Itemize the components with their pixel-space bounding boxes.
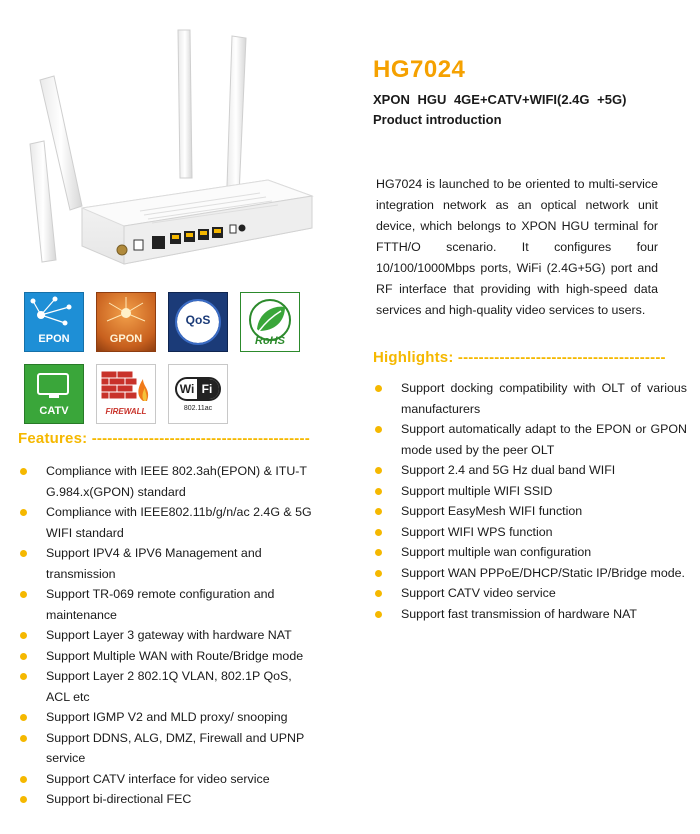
bullet-icon (375, 549, 382, 556)
bullet-icon (375, 426, 382, 433)
highlights-item-text: Support EasyMesh WIFI function (401, 504, 583, 518)
features-heading-rule: ------------------------------------------ (87, 430, 310, 447)
bullet-icon (375, 488, 382, 495)
highlights-item-text: Support multiple wan configuration (401, 545, 592, 559)
bullet-icon (375, 590, 382, 597)
features-item (18, 502, 318, 543)
bullet-icon (20, 632, 27, 639)
highlights-item-text: Support automatically adapt to the EPON or GPON mode used by the peer OLT (401, 422, 687, 457)
features-item (18, 461, 318, 502)
features-item (18, 666, 318, 707)
bullet-icon (20, 796, 27, 803)
features-item-text: Compliance with IEEE 802.3ah(EPON) & ITU-T G.984.x(GPON) standard (46, 464, 307, 499)
bullet-icon (375, 467, 382, 474)
highlights-item (373, 522, 687, 543)
features-item-text: Support bi-directional FEC (46, 792, 192, 806)
features-item (18, 625, 318, 646)
features-item (18, 769, 318, 790)
features-item-text: Support CATV interface for video service (46, 771, 270, 786)
rohs-icon (240, 292, 300, 352)
bullet-icon (20, 735, 27, 742)
features-item (18, 584, 318, 625)
bullet-icon (375, 508, 382, 515)
rohs-label: RoHS (255, 335, 285, 347)
features-heading (18, 430, 310, 447)
highlights-item-text: Support WIFI WPS function (401, 524, 553, 539)
features-item-text: Support Multiple WAN with Route/Bridge mode (46, 648, 304, 663)
qos-icon (168, 292, 228, 352)
features-item (18, 543, 318, 584)
bullet-icon (20, 509, 27, 516)
highlights-item (373, 481, 687, 502)
firewall-label: FIREWALL (105, 407, 147, 416)
features-item (18, 789, 318, 810)
highlights-item (373, 604, 687, 625)
highlights-item (373, 563, 687, 584)
features-item-text: Support TR-069 remote configuration and maintenance (46, 587, 275, 622)
gpon-icon (96, 292, 156, 352)
bullet-icon (20, 714, 27, 721)
highlights-item-text: Support 2.4 and 5G Hz dual band WIFI (401, 463, 616, 477)
qos-label: QoS (185, 313, 211, 327)
router-product-image (20, 28, 320, 280)
catv-icon (24, 364, 84, 424)
features-list (18, 461, 318, 810)
highlights-item (373, 542, 687, 563)
antenna-right-back (178, 30, 192, 178)
bullet-icon (20, 591, 27, 598)
highlights-item (373, 583, 687, 604)
features-item-text: Support Layer 3 gateway with hardware NAT (46, 628, 292, 642)
features-heading-text: Features: (18, 430, 88, 447)
features-item-text: Support IGMP V2 and MLD proxy/ snooping (46, 710, 288, 724)
highlights-item-text: Support multiple WIFI SSID (401, 483, 553, 498)
highlights-heading-rule: ---------------------------------------- (453, 349, 666, 366)
highlights-item (373, 501, 687, 522)
wifi-standard-label: 802.11ac (183, 405, 213, 412)
features-item-text: Compliance with IEEE802.11b/g/n/ac 2.4G & 5G WIFI standard (46, 505, 312, 540)
highlights-item-text: Support fast transmission of hardware NAT (401, 606, 637, 621)
epon-icon (24, 292, 84, 352)
bullet-icon (20, 468, 27, 475)
product-intro-paragraph: HG7024 is launched to be oriented to multi-service integration network as an optical network unit device, which belongs to XPON HGU terminal for FTTH/O scenario. It configures four 10/100/1000Mbps ports, WiFi (2.4G+5G) port and RF interface that providing with high-speed data services and high-quality video services to users. (376, 177, 658, 317)
gpon-label: GPON (109, 333, 143, 345)
features-item (18, 728, 318, 769)
highlights-heading-text: Highlights: (373, 349, 454, 366)
highlights-list (373, 378, 687, 624)
features-item-text: Support IPV4 & IPV6 Management and transmission (46, 546, 262, 581)
wifi-icon: Wi Fi 802.11ac (168, 364, 228, 424)
features-item (18, 707, 318, 728)
product-title: HG7024 (373, 56, 466, 83)
bullet-icon (375, 385, 382, 392)
bullet-icon (20, 673, 27, 680)
bullet-icon (20, 550, 27, 557)
features-item-text: Support Layer 2 802.1Q VLAN, 802.1P QoS, ACL etc (46, 669, 292, 704)
highlights-heading (373, 349, 666, 366)
product-subtitle: XPON HGU 4GE+CATV+WIFI(2.4G +5G) (373, 92, 627, 107)
highlights-item (373, 378, 687, 419)
bullet-icon (20, 776, 27, 783)
catv-label: CATV (39, 405, 69, 417)
bullet-icon (375, 570, 382, 577)
antenna-left-front (30, 141, 56, 262)
highlights-item-text: Support WAN PPPoE/DHCP/Static IP/Bridge mode. (401, 565, 685, 580)
highlights-item-text: Support CATV video service (401, 586, 556, 600)
highlights-item (373, 419, 687, 460)
bullet-icon (375, 611, 382, 618)
features-item-text: Support DDNS, ALG, DMZ, Firewall and UPNP service (46, 730, 304, 765)
epon-label: EPON (38, 333, 70, 345)
bullet-icon (375, 529, 382, 536)
features-item (18, 646, 318, 667)
highlights-item-text: Support docking compatibility with OLT of various manufacturers (401, 381, 687, 416)
firewall-icon (96, 364, 156, 424)
bullet-icon (20, 653, 27, 660)
product-intro-heading: Product introduction (373, 112, 502, 127)
highlights-item (373, 460, 687, 481)
